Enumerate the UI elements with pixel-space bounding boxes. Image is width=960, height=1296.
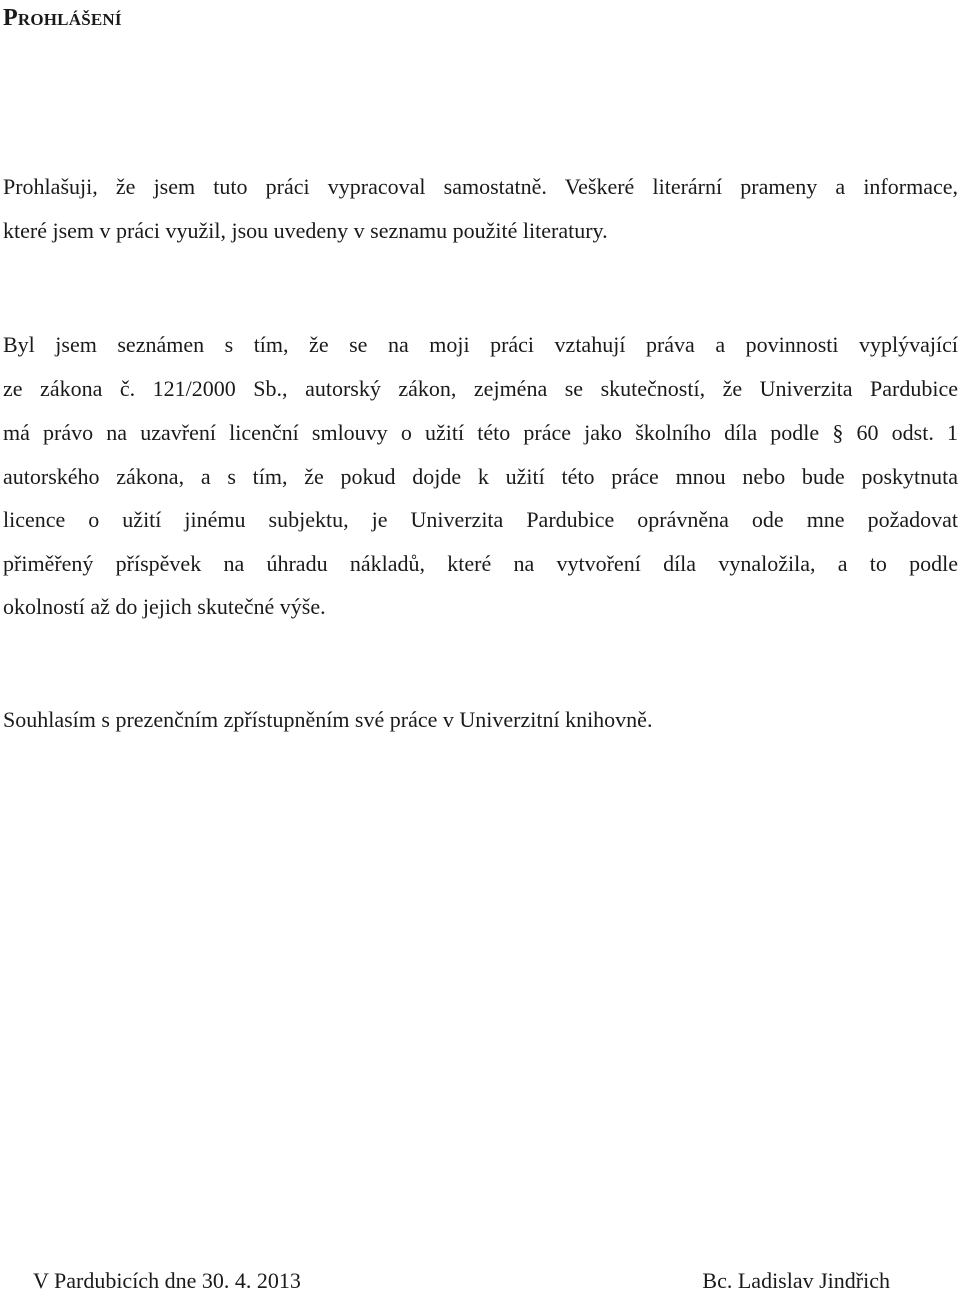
- text-line: Byl jsem seznámen s tím, že se na moji práci vztahují práva a povinnosti vyplývající: [3, 332, 958, 357]
- text-line: Souhlasím s prezenčním zpřístupněním své práce v Univerzitní knihovně.: [3, 707, 653, 732]
- text-line: licence o užití jinému subjektu, je Univerzita Pardubice oprávněna ode mne požadovat: [3, 507, 958, 532]
- text-line: má právo na uzavření licenční smlouvy o užití této práce jako školního díla podle § 60 odst. 1: [3, 420, 958, 445]
- text-line: autorského zákona, a s tím, že pokud dojde k užití této práce mnou nebo bude poskytnuta: [3, 464, 958, 489]
- text-line: ze zákona č. 121/2000 Sb., autorský zákon, zejména se skutečností, že Univerzita Pardubice: [3, 376, 958, 401]
- page-title: Prohlášení: [3, 5, 122, 31]
- place-date: V Pardubicích dne 30. 4. 2013: [33, 1268, 301, 1293]
- text-line: Prohlašuji, že jsem tuto práci vypracoval samostatně. Veškeré literární prameny a informace,: [3, 174, 958, 199]
- author-name: Bc. Ladislav Jindřich: [702, 1268, 890, 1293]
- text-line: okolností až do jejich skutečné výše.: [3, 594, 326, 619]
- text-line: přiměřený příspěvek na úhradu nákladů, které na vytvoření díla vynaložila, a to podle: [3, 551, 958, 576]
- text-line: které jsem v práci využil, jsou uvedeny v seznamu použité literatury.: [3, 218, 608, 243]
